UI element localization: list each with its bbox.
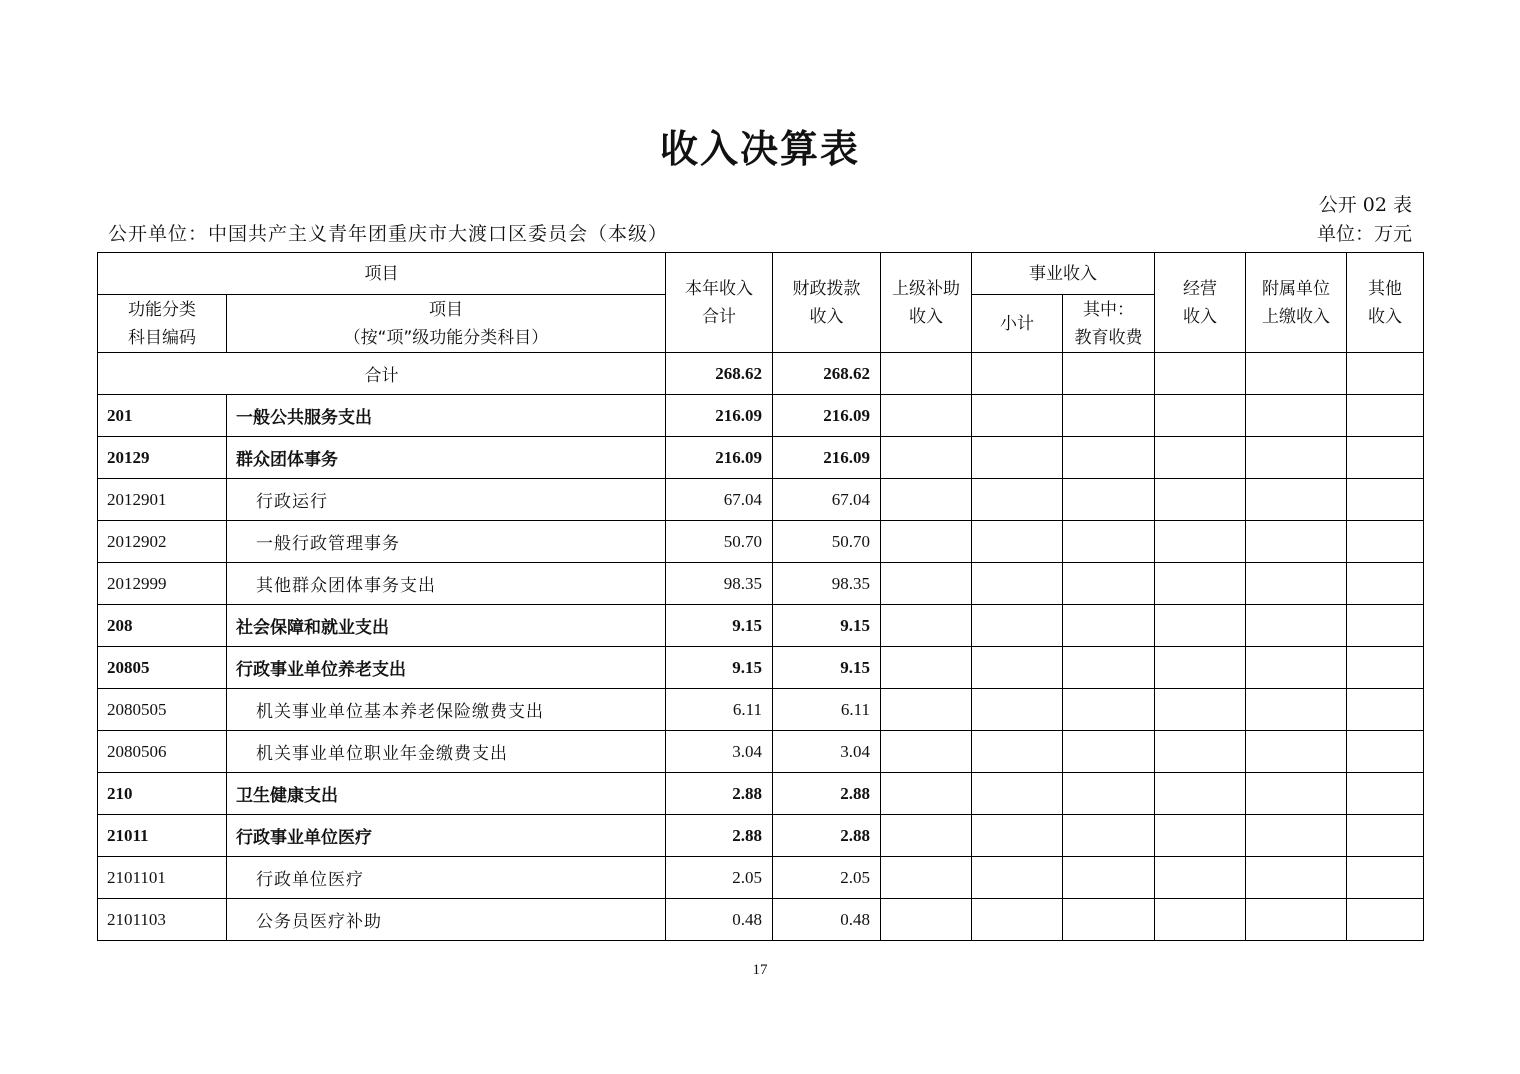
row-code: 2012902: [98, 521, 227, 563]
row-fiscal: 216.09: [773, 437, 881, 479]
header-fiscal-income: 财政拨款 收入: [773, 253, 881, 353]
row-fiscal: 98.35: [773, 563, 881, 605]
empty-cell: [1155, 647, 1246, 689]
row-code: 208: [98, 605, 227, 647]
empty-cell: [1155, 689, 1246, 731]
empty-cell: [1246, 479, 1347, 521]
total-fiscal: 268.62: [773, 353, 881, 395]
header-project: 项目: [98, 253, 666, 295]
row-total: 0.48: [666, 899, 773, 941]
table-row: [98, 857, 1424, 899]
empty-cell: [881, 605, 972, 647]
empty-cell: [881, 899, 972, 941]
page-number: 17: [752, 962, 768, 978]
empty-cell: [1155, 857, 1246, 899]
row-fiscal: 0.48: [773, 899, 881, 941]
empty-cell: [972, 815, 1063, 857]
empty-cell: [1246, 689, 1347, 731]
empty-cell: [1155, 479, 1246, 521]
empty-cell: [1347, 857, 1424, 899]
header-item-name: 项目 （按“项”级功能分类科目）: [227, 295, 666, 353]
empty-cell: [972, 437, 1063, 479]
empty-cell: [1347, 437, 1424, 479]
empty-cell: [972, 773, 1063, 815]
row-name: 社会保障和就业支出: [227, 605, 666, 647]
row-code: 210: [98, 773, 227, 815]
empty-cell: [1347, 773, 1424, 815]
row-name: 一般公共服务支出: [227, 395, 666, 437]
empty-cell: [1063, 605, 1155, 647]
empty-cell: [1347, 899, 1424, 941]
empty-cell: [1246, 731, 1347, 773]
row-fiscal: 216.09: [773, 395, 881, 437]
empty-cell: [1155, 731, 1246, 773]
row-code: 2012901: [98, 479, 227, 521]
empty-cell: [972, 899, 1063, 941]
empty-cell: [1155, 815, 1246, 857]
table-row: [98, 521, 1424, 563]
empty-cell: [1063, 773, 1155, 815]
row-total: 2.88: [666, 815, 773, 857]
row-name: 行政单位医疗: [227, 857, 666, 899]
empty-cell: [1347, 605, 1424, 647]
header-affiliate-income: 附属单位 上缴收入: [1246, 253, 1347, 353]
empty-cell: [1063, 521, 1155, 563]
header-career-subtotal: 小计: [972, 295, 1063, 353]
empty-cell: [1347, 521, 1424, 563]
empty-cell: [972, 857, 1063, 899]
row-fiscal: 67.04: [773, 479, 881, 521]
row-fiscal: 2.88: [773, 815, 881, 857]
empty-cell: [881, 521, 972, 563]
row-code: 2101103: [98, 899, 227, 941]
empty-cell: [1347, 689, 1424, 731]
table-row: [98, 395, 1424, 437]
table-row: [98, 563, 1424, 605]
header-other-income: 其他 收入: [1347, 253, 1424, 353]
empty-cell: [1155, 773, 1246, 815]
row-total: 6.11: [666, 689, 773, 731]
empty-cell: [1347, 395, 1424, 437]
table-row: [98, 899, 1424, 941]
empty-cell: [1246, 395, 1347, 437]
empty-cell: [1063, 857, 1155, 899]
empty-cell: [1155, 521, 1246, 563]
row-fiscal: 9.15: [773, 647, 881, 689]
row-code: 201: [98, 395, 227, 437]
table-row: [98, 437, 1424, 479]
empty-cell: [881, 479, 972, 521]
empty-cell: [1246, 437, 1347, 479]
empty-cell: [1246, 773, 1347, 815]
table-row: [98, 773, 1424, 815]
table-row: [98, 605, 1424, 647]
page-title: 收入决算表: [659, 127, 860, 171]
empty-cell: [1246, 605, 1347, 647]
header-education-fee: 其中： 教育收费: [1063, 295, 1155, 353]
row-total: 9.15: [666, 647, 773, 689]
empty-cell: [881, 647, 972, 689]
row-name: 机关事业单位基本养老保险缴费支出: [227, 689, 666, 731]
empty-cell: [1246, 521, 1347, 563]
row-total: 9.15: [666, 605, 773, 647]
empty-cell: [1246, 857, 1347, 899]
row-code: 20805: [98, 647, 227, 689]
empty-cell: [1063, 395, 1155, 437]
row-total: 98.35: [666, 563, 773, 605]
empty-cell: [1155, 563, 1246, 605]
row-name: 群众团体事务: [227, 437, 666, 479]
empty-cell: [1063, 479, 1155, 521]
total-amount: 268.62: [666, 353, 773, 395]
row-code: 2080506: [98, 731, 227, 773]
row-fiscal: 6.11: [773, 689, 881, 731]
header-upper-subsidy: 上级补助 收入: [881, 253, 972, 353]
empty-cell: [1347, 815, 1424, 857]
table-row: [98, 815, 1424, 857]
empty-cell: [881, 773, 972, 815]
empty-cell: [972, 521, 1063, 563]
row-fiscal: 2.88: [773, 773, 881, 815]
reporting-unit: 公开单位：中国共产主义青年团重庆市大渡口区委员会（本级）: [108, 223, 669, 245]
row-name: 一般行政管理事务: [227, 521, 666, 563]
row-code: 20129: [98, 437, 227, 479]
empty-cell: [1155, 899, 1246, 941]
empty-cell: [1246, 647, 1347, 689]
row-name: 公务员医疗补助: [227, 899, 666, 941]
income-report-table: [97, 252, 1424, 941]
header-business-income: 经营 收入: [1155, 253, 1246, 353]
row-fiscal: 50.70: [773, 521, 881, 563]
row-fiscal: 2.05: [773, 857, 881, 899]
table-row: [98, 731, 1424, 773]
empty-cell: [972, 731, 1063, 773]
table-row: [98, 479, 1424, 521]
row-fiscal: 9.15: [773, 605, 881, 647]
empty-cell: [1063, 437, 1155, 479]
empty-cell: [1063, 689, 1155, 731]
empty-cell: [1155, 437, 1246, 479]
empty-cell: [972, 647, 1063, 689]
empty-cell: [881, 563, 972, 605]
empty-cell: [1063, 563, 1155, 605]
currency-unit: 单位：万元: [1316, 223, 1412, 245]
table-row: [98, 647, 1424, 689]
row-fiscal: 3.04: [773, 731, 881, 773]
total-label: 合计: [98, 353, 666, 395]
empty-cell: [1347, 563, 1424, 605]
row-code: 2101101: [98, 857, 227, 899]
row-total: 2.88: [666, 773, 773, 815]
row-total: 2.05: [666, 857, 773, 899]
empty-cell: [1347, 479, 1424, 521]
header-function-code: 功能分类 科目编码: [98, 295, 227, 353]
empty-cell: [972, 479, 1063, 521]
row-total: 67.04: [666, 479, 773, 521]
row-name: 机关事业单位职业年金缴费支出: [227, 731, 666, 773]
empty-cell: [1347, 647, 1424, 689]
empty-cell: [972, 395, 1063, 437]
empty-cell: [1063, 815, 1155, 857]
empty-cell: [881, 437, 972, 479]
empty-cell: [881, 689, 972, 731]
row-code: 2012999: [98, 563, 227, 605]
row-name: 其他群众团体事务支出: [227, 563, 666, 605]
header-career-income: 事业收入: [972, 253, 1155, 295]
empty-cell: [1155, 605, 1246, 647]
empty-cell: [972, 689, 1063, 731]
header-total-income: 本年收入 合计: [666, 253, 773, 353]
form-number: 公开 02 表: [1318, 194, 1412, 216]
table-row: [98, 689, 1424, 731]
empty-cell: [1063, 731, 1155, 773]
row-total: 216.09: [666, 437, 773, 479]
empty-cell: [881, 857, 972, 899]
empty-cell: [1246, 563, 1347, 605]
empty-cell: [1246, 815, 1347, 857]
row-total: 216.09: [666, 395, 773, 437]
row-name: 行政运行: [227, 479, 666, 521]
row-code: 21011: [98, 815, 227, 857]
row-name: 卫生健康支出: [227, 773, 666, 815]
empty-cell: [1063, 647, 1155, 689]
row-total: 50.70: [666, 521, 773, 563]
empty-cell: [881, 731, 972, 773]
empty-cell: [972, 563, 1063, 605]
empty-cell: [1155, 395, 1246, 437]
empty-cell: [881, 395, 972, 437]
empty-cell: [1246, 899, 1347, 941]
row-code: 2080505: [98, 689, 227, 731]
empty-cell: [972, 605, 1063, 647]
row-name: 行政事业单位医疗: [227, 815, 666, 857]
row-name: 行政事业单位养老支出: [227, 647, 666, 689]
empty-cell: [1347, 731, 1424, 773]
empty-cell: [881, 815, 972, 857]
total-row: [98, 353, 1424, 395]
empty-cell: [1063, 899, 1155, 941]
row-total: 3.04: [666, 731, 773, 773]
